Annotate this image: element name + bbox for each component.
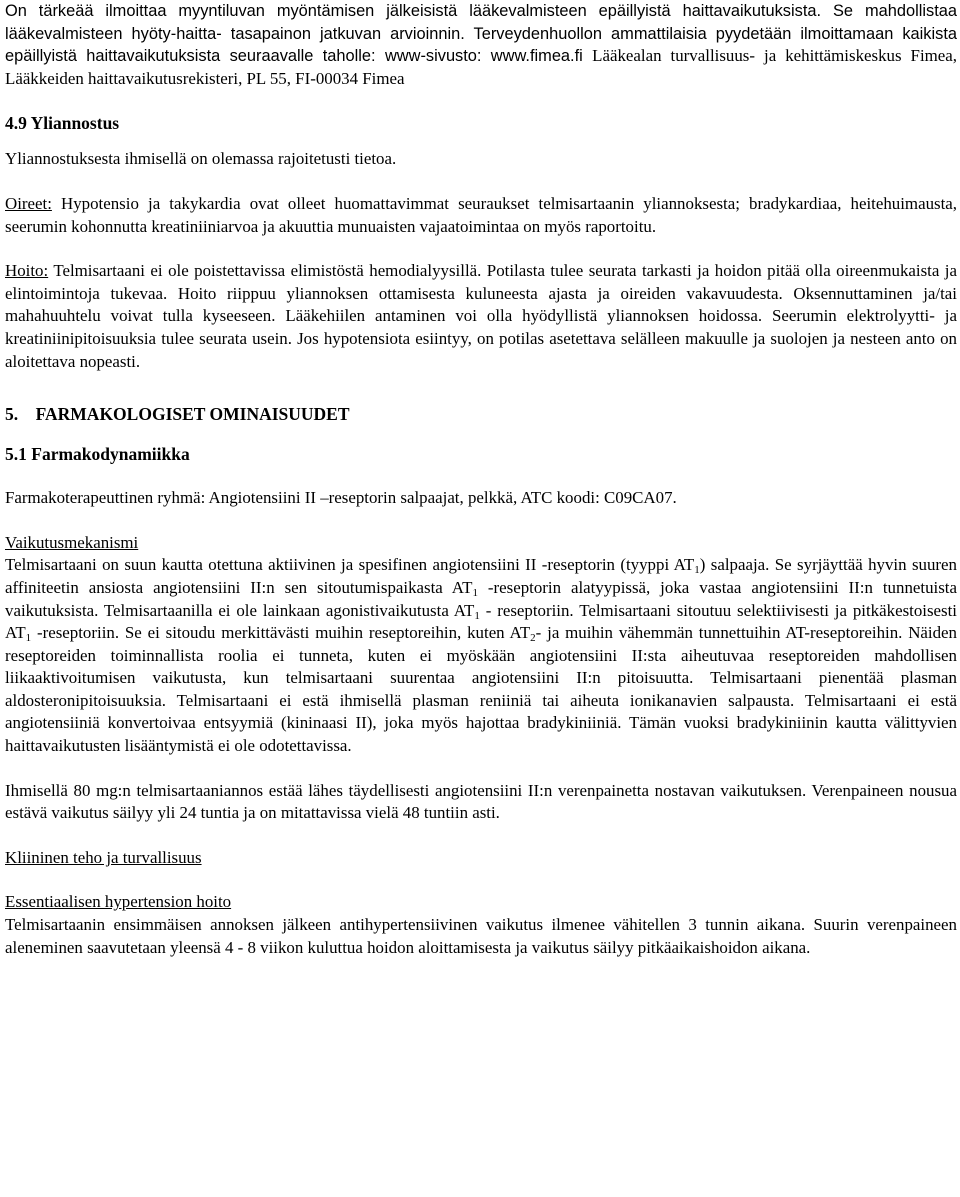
fimea-address: Lääkealan turvallisuus- ja kehittämiskeskus Fimea, Lääkkeiden haittavaikutusrekisteri, PL 55, FI-00034 Fimea (5, 46, 957, 88)
treatment-label: Hoito: (5, 261, 49, 281)
mechanism-paragraph (5, 554, 957, 757)
overdose-intro: Yliannostuksesta ihmisellä on olemassa rajoitetusti tietoa. (5, 149, 397, 169)
symptoms-paragraph (5, 193, 957, 238)
mechanism-text-3: -reseptorin alatyypissä, joka vastaa angiotensiini II:n tunnetuista vaikutuksista. Telmisartaanilla ei ole lainkaan agonistivaikutusta AT (5, 577, 957, 620)
mechanism-text-2: ) salpaaja. Se syrjäyttää hyvin suuren affiniteetin ansiosta angiotensiini II:n sen sitoutumispaikasta AT (5, 555, 957, 597)
mechanism-text-1: Telmisartaani on suun kautta otettuna aktiivinen ja spesifinen angiotensiini II -reseptorin (tyyppi AT (5, 555, 695, 575)
fimea-website: www-sivusto: www.fimea.fi (384, 47, 583, 66)
treatment-paragraph (5, 260, 957, 373)
subscript-1: 1 (25, 632, 32, 645)
clinical-efficacy-heading: Kliininen teho ja turvallisuus (5, 847, 202, 867)
symptoms-text: Hypotensio ja takykardia ovat olleet huomattavimmat seuraukset telmisartaanin yliannoksesta; bradykardiaa, heitehuimausta, seerumin kohonnutta kreatiniiniarvoa ja akuuttia munuaisten vajaatoimintaa on myös raportoitu. (5, 193, 957, 236)
human-dose-paragraph: Ihmisellä 80 mg:n telmisartaaniannos estää lähes täydellisesti angiotensiini II:n verenpainetta nostavan vaikutuksen. Verenpaineen nousua estävä vaikutus säilyy yli 24 tuntia ja on mitattavissa vielä 48 tuntiin asti. (5, 780, 957, 823)
section-5-1-heading: 5.1 Farmakodynamiikka (5, 444, 190, 465)
subscript-1: 1 (694, 564, 700, 577)
reporting-paragraph (5, 0, 957, 90)
subscript-1: 1 (474, 609, 480, 622)
subscript-2: 2 (530, 632, 536, 645)
subscript-1: 1 (472, 586, 478, 599)
section-4-9-heading: 4.9 Yliannostus (5, 113, 120, 134)
hypertension-paragraph: Telmisartaanin ensimmäisen annoksen jälkeen antihypertensiivinen vaikutus ilmenee vähitellen 3 tunnin aikana. Suurin verenpaineen aleneminen saavutetaan yleensä 4 - 8 viikon kuluttua hoidon aloittamisesta ja vaikutus säilyy pitkäaikaishoidon aikana. (5, 915, 957, 957)
reporting-text: On tärkeää ilmoittaa myyntiluvan myöntämisen jälkeisistä lääkevalmisteen epäillyistä haittavaikutuksista. Se mahdollistaa lääkevalmisteen hyöty-haitta- tasapainon jatkuvan arvioinnin. Terveydenhuollon ammattilaisia pyydetään ilmoittamaan kaikista epäillyistä haittavaikutuksista seuraavalle taholle: (5, 2, 957, 66)
mechanism-text-6: - ja muihin vähemmän tunnettuihin AT-reseptoreihin. Näiden reseptoreiden toiminnallista roolia ei tunneta, kuten ei myöskään angiotensiini II:sta aiheutuvaa reseptoreiden mahdollisen liikaaktivoitumisen vaikutusta, kun telmisartaani suurentaa angiotensiini II:n pitoisuutta. Telmisartaani pienentää plasman aldosteronipitoisuuksia. Telmisartaani ei estä ihmisellä plasman reniiniä tai aiheuta ionikanavien salpausta. Telmisartaani ei estä angiotensiiniä konvertoivaa entsyymiä (kininaasi II), joka myös hajottaa bradykiniiniä. Tämän vuoksi bradykiniinin kautta välittyvien haittavaikutusten lisääntymistä ei ole odotettavissa. (5, 623, 957, 756)
mechanism-text-4: - reseptoriin. Telmisartaani sitoutuu selektiivisesti ja pitkäkestoisesti AT (5, 600, 957, 643)
pharmacotherapeutic-group: Farmakoterapeuttinen ryhmä: Angiotensiini II –reseptorin salpaajat, pelkkä, ATC koodi: C09CA07. (5, 488, 677, 508)
section-5-heading: 5. FARMAKOLOGISET OMINAISUUDET (5, 404, 350, 425)
mechanism-heading: Vaikutusmekanismi (5, 532, 139, 552)
hypertension-heading: Essentiaalisen hypertension hoito (5, 892, 232, 912)
treatment-text: Telmisartaani ei ole poistettavissa elimistöstä hemodialyysillä. Potilasta tulee seurata tarkasti ja hoidon pitää olla oireenmukaista ja elintoimintoja tukevaa. Hoito riippuu yliannoksen ottamisesta kuluneesta ajasta ja oireiden vakavuudesta. Oksennuttaminen ja/tai mahahuuhtelu voivat tulla kyseeseen. Lääkehiilen antaminen voi olla hyödyllistä yliannoksen hoidossa. Seerumin elektrolyytti- ja kreatiniinipitoisuuksia tulee seurata usein. Jos hypotensiota esiintyy, on potilas asetettava selälleen makuulle ja suolojen ja nesteen anto on aloitettava nopeasti. (5, 261, 957, 371)
mechanism-text-5: -reseptoriin. Se ei sitoudu merkittävästi muihin reseptoreihin, kuten AT (31, 623, 531, 643)
symptoms-label: Oireet: (5, 193, 52, 213)
